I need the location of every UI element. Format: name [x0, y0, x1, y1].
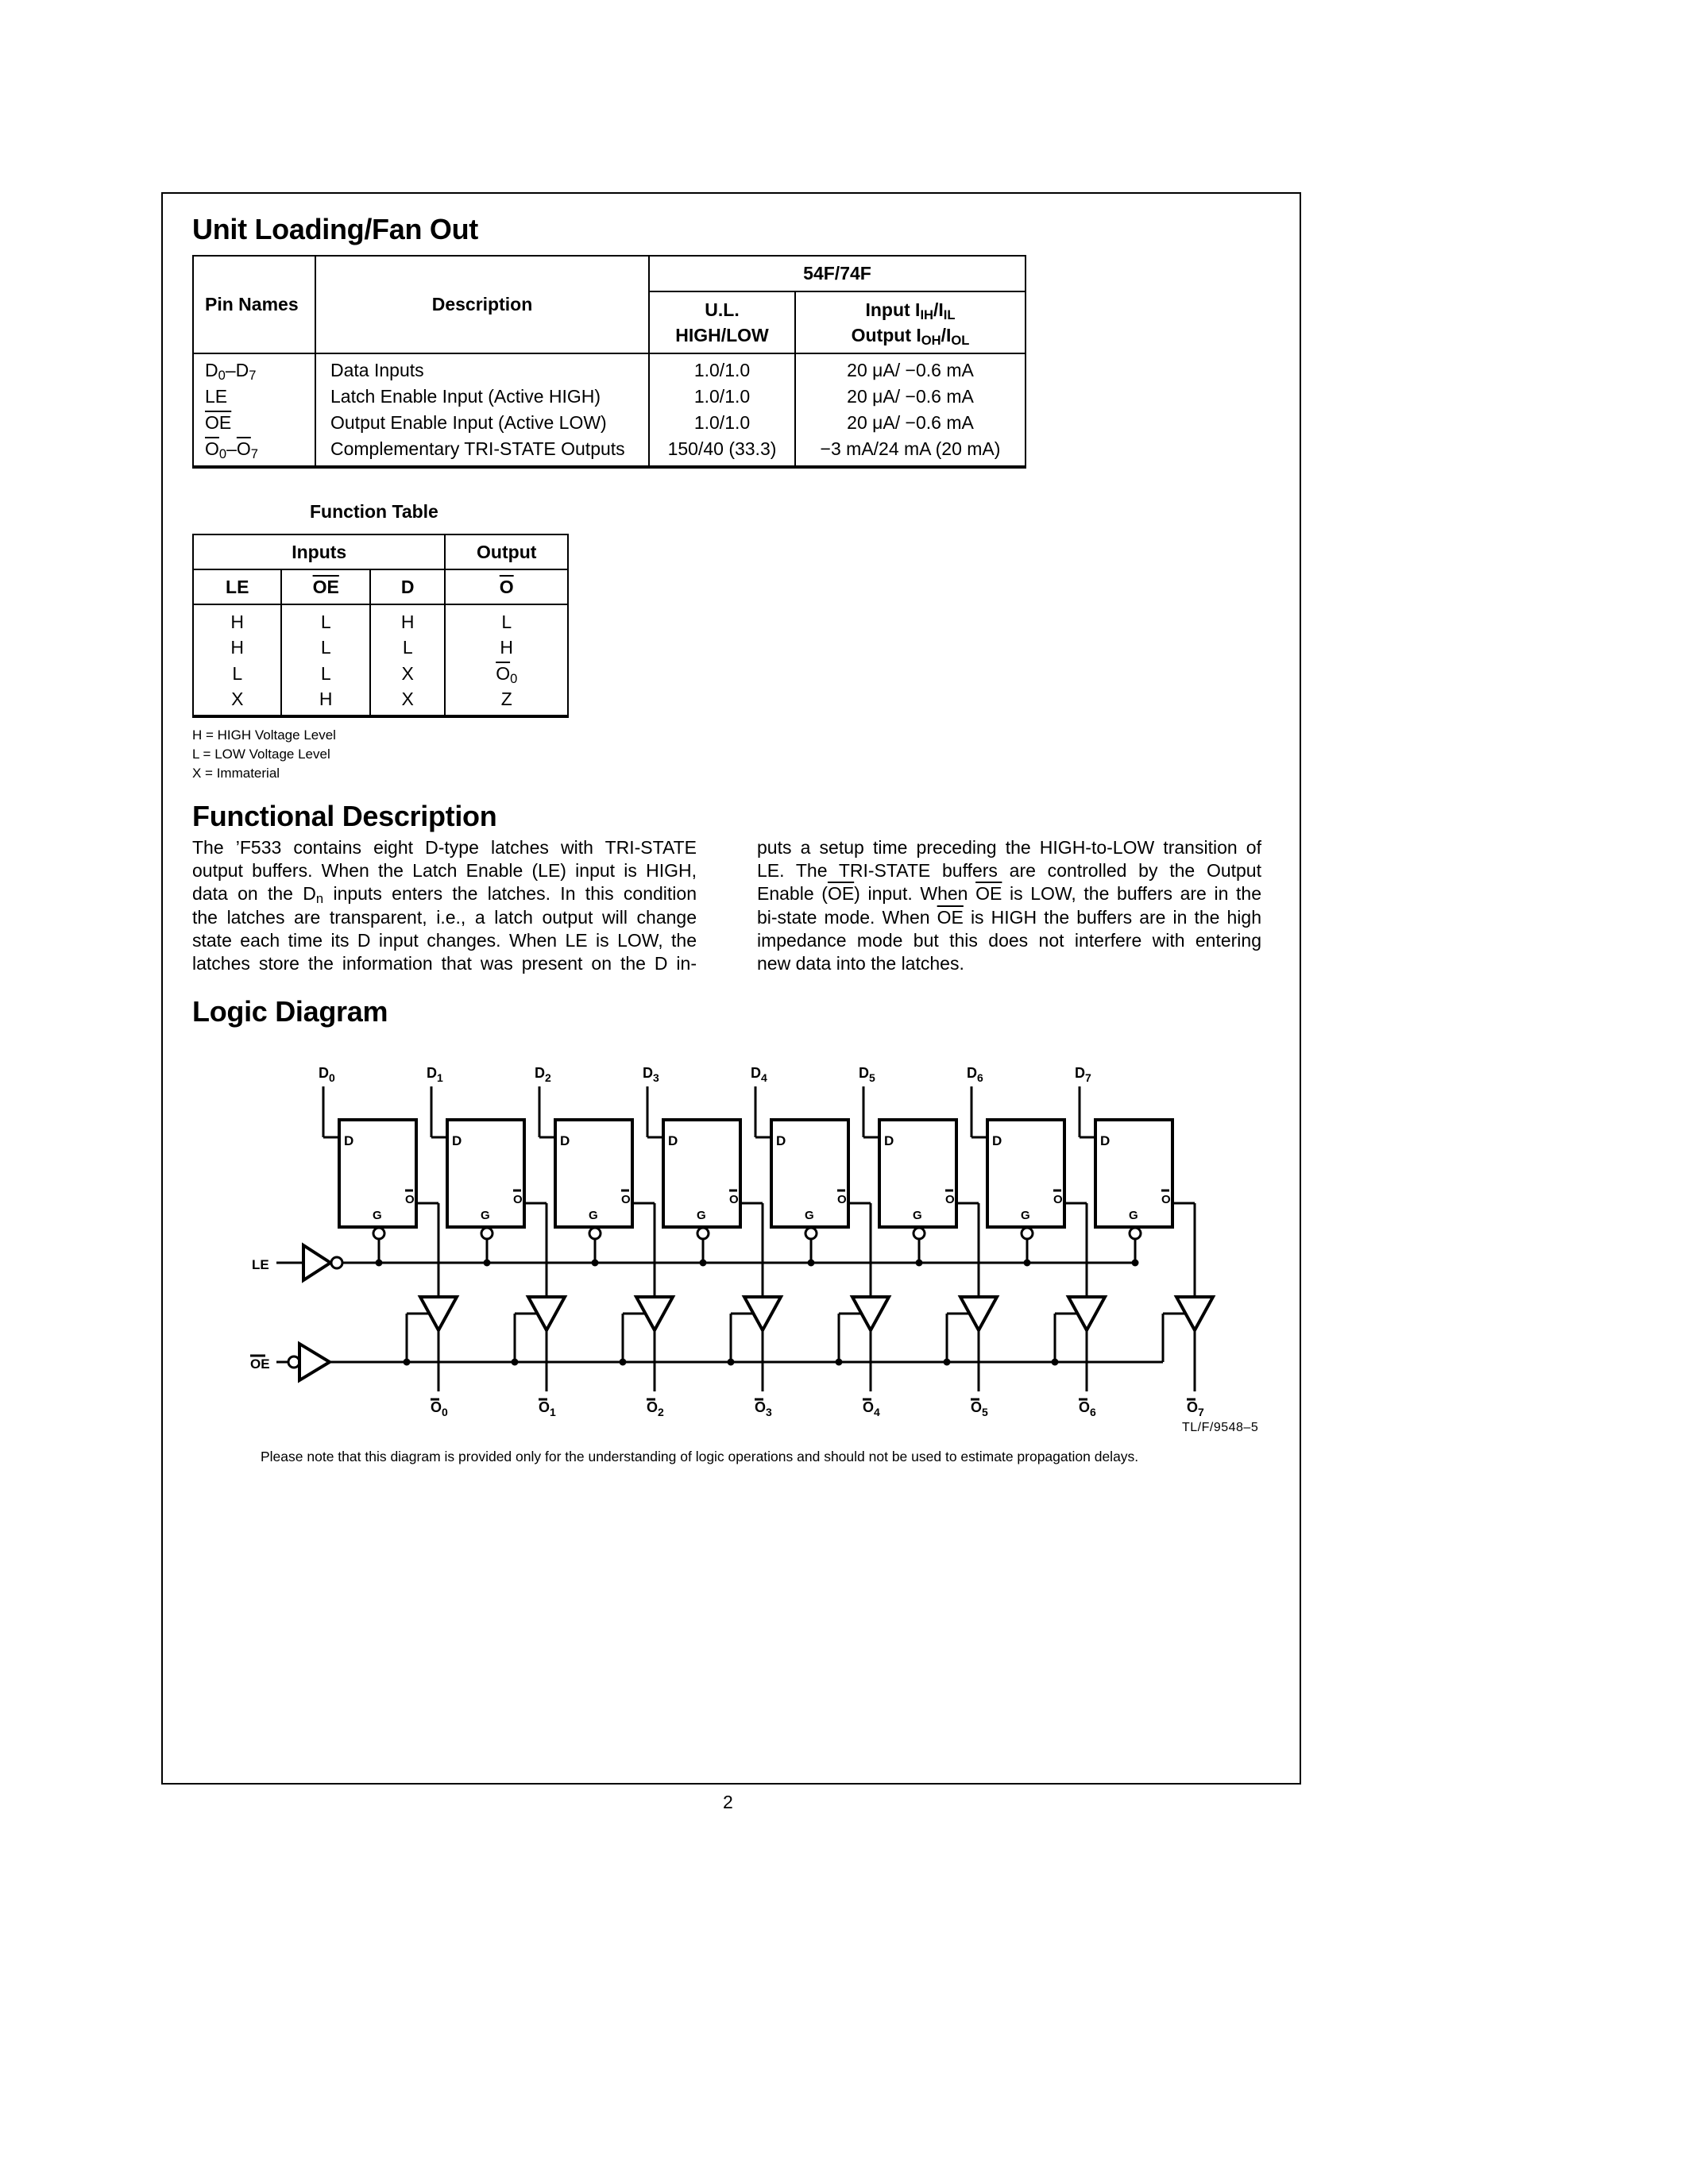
input-label-D2: $D_2$	[535, 1065, 551, 1084]
inputs-header: Inputs	[193, 534, 445, 569]
pin-oe: $\overline{OE}$	[205, 412, 232, 433]
io-value: 20 μA/ −0.6 mA	[847, 412, 974, 433]
pin-d0-d7: $D_0-D_7$	[205, 360, 257, 384]
text-line: impedance mode but this does not interfere with entering	[757, 929, 1261, 951]
function-table	[192, 534, 569, 718]
latch-pin-g: G	[481, 1209, 490, 1222]
table-cell: L	[370, 635, 446, 661]
input-label-D3: $D_3$	[643, 1065, 659, 1084]
latch-pin-d: D	[668, 1133, 678, 1148]
latch-pin-d: D	[776, 1133, 786, 1148]
col-io-output: Output $I_{OH}/I_{OL}$	[851, 325, 970, 349]
col-description: Description	[315, 256, 649, 353]
ul-value: 1.0/1.0	[693, 386, 751, 407]
description-left-column	[192, 836, 697, 975]
input-label-D0: $D_0$	[319, 1065, 335, 1084]
desc-row: Data Inputs	[330, 360, 424, 380]
table-cell: H	[193, 604, 281, 635]
table-cell: H	[193, 635, 281, 661]
logic-diagram-heading: Logic Diagram	[192, 995, 388, 1028]
legend-x: X = Immaterial	[192, 766, 280, 781]
description-right-column	[757, 836, 1261, 975]
legend-h: H = HIGH Voltage Level	[192, 727, 336, 743]
input-label-D5: $D_5$	[859, 1065, 875, 1084]
output-label-O2: $O_2$	[647, 1399, 664, 1418]
col-d: D	[370, 569, 446, 604]
text-line: puts a setup time preceding the HIGH-to-LOW transition of	[757, 837, 1261, 858]
text-line: state each time its D input changes. When LE is LOW, the	[192, 929, 697, 951]
text-line-oe2: bi-state mode. When $\overline{OE}$ is HIGH the buffers are in the high	[757, 906, 1261, 928]
output-label-O4: $O_4$	[863, 1399, 880, 1418]
text-line: LE. The TRI-STATE buffers are controlled by the Output	[757, 860, 1261, 882]
legend-l: L = LOW Voltage Level	[192, 747, 330, 762]
text-line: output buffers. When the Latch Enable (LE) input is HIGH,	[192, 860, 697, 882]
text-line: the latches are transparent, i.e., a latch output will change	[192, 906, 697, 928]
latch-pin-g: G	[1129, 1209, 1138, 1222]
table-cell: L	[445, 604, 568, 635]
table-cell-o0: $\overline{O}_0$	[445, 661, 568, 687]
col-pin-names: Pin Names	[193, 256, 315, 353]
oe-bubble	[288, 1356, 299, 1368]
g-inversion-bubble	[805, 1228, 817, 1239]
ul-value: 1.0/1.0	[693, 412, 751, 433]
desc-row: Complementary TRI-STATE Outputs	[330, 438, 625, 459]
functional-description-heading: Functional Description	[192, 800, 497, 832]
latch-pin-d: D	[992, 1133, 1002, 1148]
oe-buffer	[299, 1344, 330, 1380]
col-o: $\overline{O}$	[445, 569, 568, 604]
pin-le: LE	[205, 386, 228, 407]
io-value: 20 μA/ −0.6 mA	[847, 360, 974, 380]
logic-diagram	[238, 1056, 1271, 1430]
io-value: 20 μA/ −0.6 mA	[847, 386, 974, 407]
table-cell: L	[281, 604, 370, 635]
output-header: Output	[445, 534, 568, 569]
latch-pin-g: G	[697, 1209, 706, 1222]
table-cell: L	[281, 661, 370, 687]
output-label-O1: $O_1$	[539, 1399, 556, 1418]
g-inversion-bubble	[1022, 1228, 1033, 1239]
desc-row: Output Enable Input (Active LOW)	[330, 412, 607, 433]
ul-value: 1.0/1.0	[693, 360, 751, 380]
ul-value: 150/40 (33.3)	[667, 438, 777, 459]
g-inversion-bubble	[697, 1228, 709, 1239]
latch-pin-g: G	[373, 1209, 382, 1222]
figure-id: TL/F/9548–5	[1182, 1421, 1259, 1434]
output-label-O3: $O_3$	[755, 1399, 772, 1418]
table-cell: X	[193, 687, 281, 716]
table-cell: L	[193, 661, 281, 687]
latch-pin-q: O	[621, 1193, 631, 1206]
pin-o0-o7: $\overline{O}_0-\overline{O}_7$	[205, 438, 258, 462]
g-inversion-bubble	[373, 1228, 384, 1239]
latch-pin-q: O	[945, 1193, 955, 1206]
table-cell: Z	[445, 687, 568, 716]
latch-pin-q: O	[837, 1193, 847, 1206]
function-table-title: Function Table	[310, 501, 438, 522]
text-line-oe: Enable $(\overline{OE})$ input. When $\overline{OE}$ is LOW, the buffers are in the	[757, 883, 1261, 905]
unit-loading-heading: Unit Loading/Fan Out	[192, 213, 478, 245]
table-cell: L	[281, 635, 370, 661]
latch-pin-g: G	[913, 1209, 922, 1222]
latch-pin-d: D	[1100, 1133, 1111, 1148]
table-cell: H	[370, 604, 446, 635]
io-value: −3 mA/24 mA (20 mA)	[820, 438, 1001, 459]
page-number: 2	[723, 1792, 733, 1812]
text-line: latches store the information that was present on the D in-	[192, 953, 697, 974]
col-family: 54F/74F	[649, 256, 1026, 291]
latch-pin-d: D	[344, 1133, 354, 1148]
latch-pin-g: G	[805, 1209, 814, 1222]
table-cell: X	[370, 687, 446, 716]
latch-pin-q: O	[513, 1193, 523, 1206]
oe-label: OE	[250, 1356, 270, 1372]
g-inversion-bubble	[914, 1228, 925, 1239]
table-cell: H	[445, 635, 568, 661]
latch-pin-d: D	[452, 1133, 462, 1148]
col-io-input: Input $I_{IH}/I_{IL}$	[865, 299, 956, 323]
text-line: The ’F533 contains eight D-type latches with TRI-STATE	[192, 837, 697, 858]
input-label-D4: $D_4$	[751, 1065, 767, 1084]
g-inversion-bubble	[1130, 1228, 1141, 1239]
latch-pin-q: O	[729, 1193, 739, 1206]
latch-pin-q: O	[1161, 1193, 1171, 1206]
latch-pin-g: G	[1021, 1209, 1030, 1222]
col-ul: U.L. HIGH/LOW	[649, 291, 795, 353]
le-inverter-bubble	[331, 1257, 342, 1268]
input-label-D7: $D_7$	[1075, 1065, 1091, 1084]
latch-pin-d: D	[560, 1133, 570, 1148]
output-label-O7: $O_7$	[1187, 1399, 1204, 1418]
diagram-note: Please note that this diagram is provided only for the understanding of logic operations and should not be used to estimate propagation delays.	[261, 1449, 1139, 1464]
text-line-dn: data on the $D_n$ inputs enters the latches. In this condition	[192, 883, 697, 907]
description-cell	[315, 353, 649, 466]
latch-pin-g: G	[589, 1209, 598, 1222]
latch-pin-q: O	[1053, 1193, 1063, 1206]
ul-cell	[649, 353, 795, 466]
col-io	[795, 291, 1026, 353]
g-inversion-bubble	[481, 1228, 492, 1239]
col-oe: $\overline{OE}$	[281, 569, 370, 604]
table-cell: X	[370, 661, 446, 687]
output-label-O0: $O_0$	[431, 1399, 448, 1418]
input-label-D1: $D_1$	[427, 1065, 443, 1084]
latch-pin-q: O	[405, 1193, 415, 1206]
text-line: new data into the latches.	[757, 953, 964, 974]
g-inversion-bubble	[589, 1228, 601, 1239]
desc-row: Latch Enable Input (Active HIGH)	[330, 386, 601, 407]
unit-loading-table	[192, 255, 1026, 469]
col-le: LE	[193, 569, 281, 604]
le-label: LE	[252, 1257, 269, 1272]
input-label-D6: $D_6$	[967, 1065, 983, 1084]
le-inverter	[303, 1245, 330, 1280]
output-label-O5: $O_5$	[971, 1399, 988, 1418]
output-label-O6: $O_6$	[1079, 1399, 1096, 1418]
io-cell	[795, 353, 1026, 466]
latch-pin-d: D	[884, 1133, 894, 1148]
table-cell: H	[281, 687, 370, 716]
pin-names-cell	[193, 353, 315, 466]
